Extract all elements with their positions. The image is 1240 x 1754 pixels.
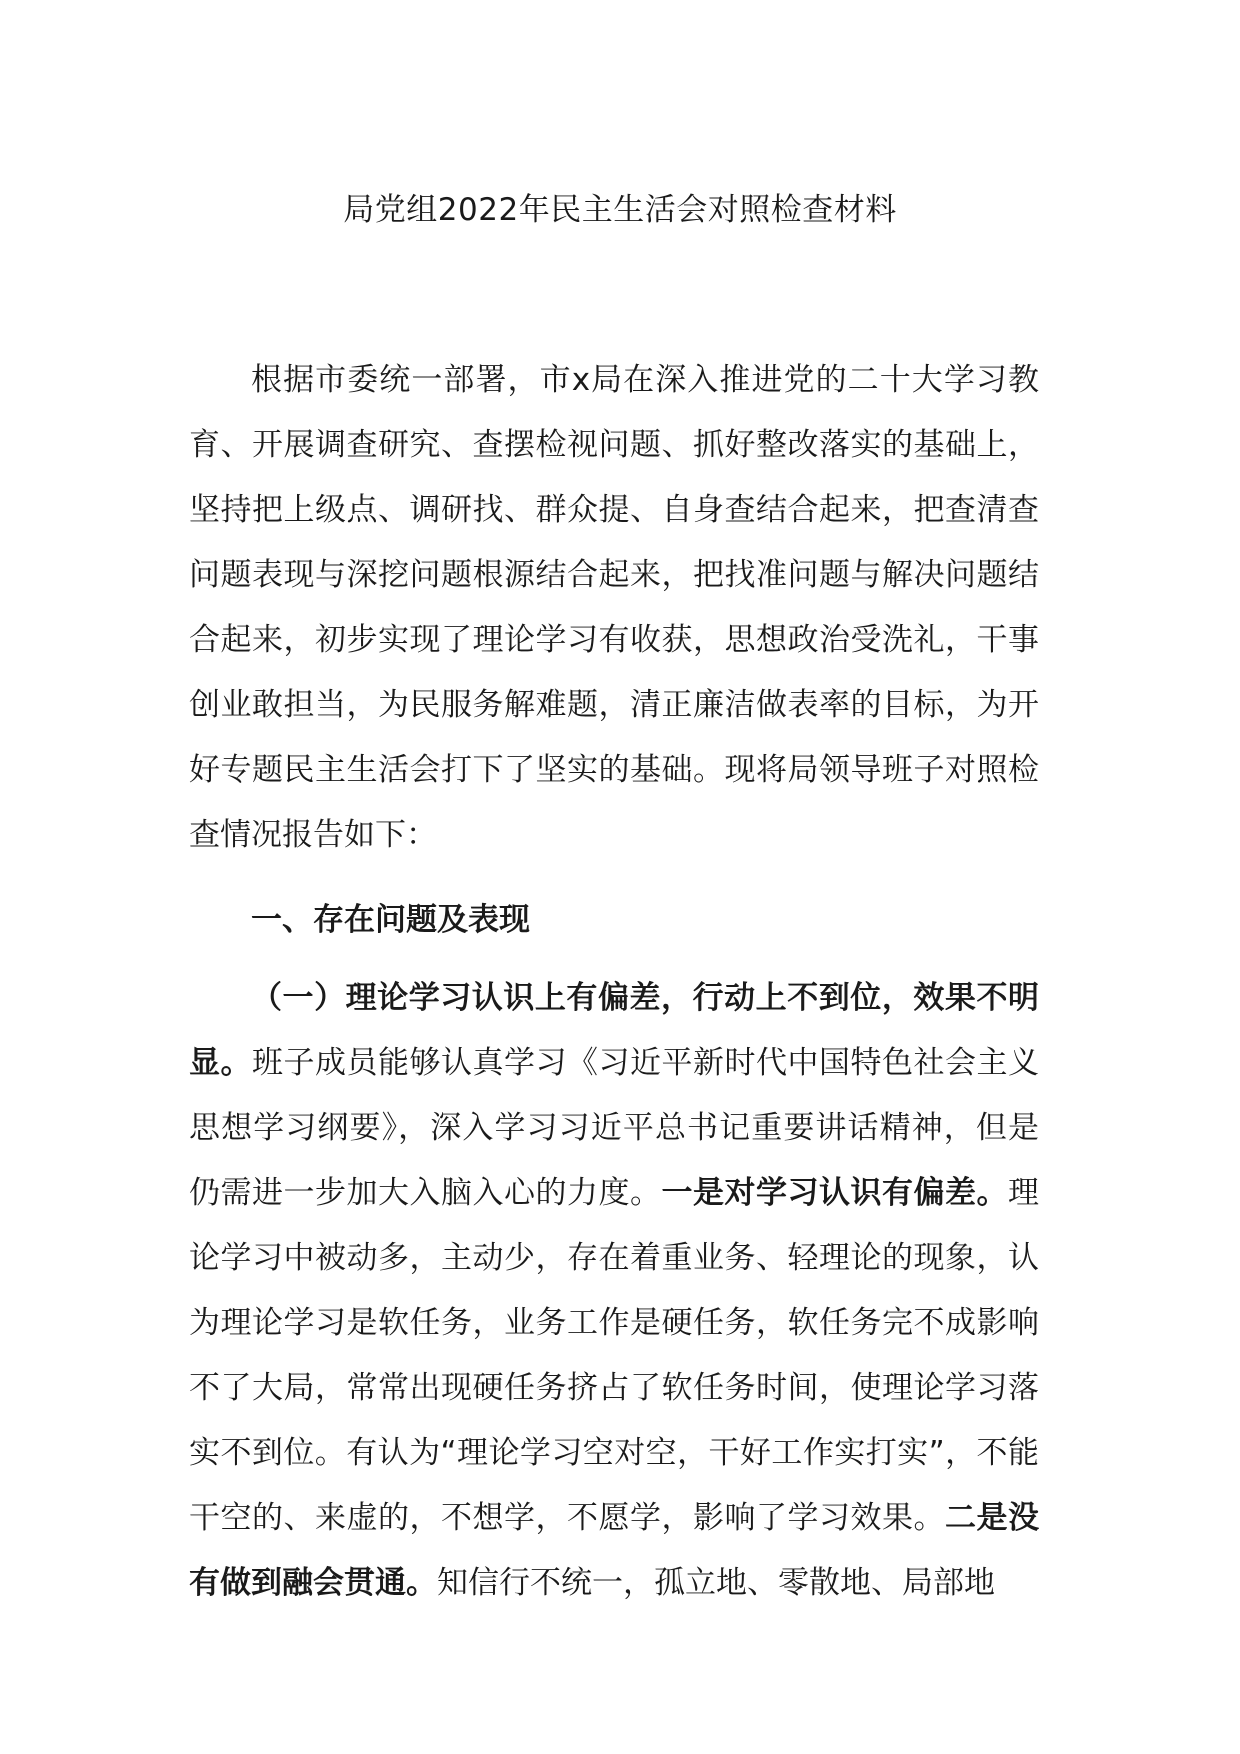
section-1-text: 班子成员能够认真学习《习近平新时代中国特色社会主义思想学习纲要》，深入学习习近平总书记重要讲话精神，但是仍需进一步加大入脑入心的力度。 [189,1045,1039,1211]
point-1-label: 一是对学习认识有偏差。 [661,1175,1008,1211]
document-title: 局党组2022年民主生活会对照检查材料 [343,192,897,228]
section-heading-problems: 一、存在问题及表现 [251,902,530,938]
point-2-label: 二是没有做到融会贯通。 [189,1500,1039,1601]
section-1-heading: （一）理论学习认识上有偏差，行动上不到位，效果不明显。 [189,980,1039,1081]
point-1-text: 理论学习中被动多，主动少，存在着重业务、轻理论的现象，认为理论学习是软任务，业务工作是硬任务，软任务完不成影响不了大局，常常出现硬任务挤占了软任务时间，使理论学习落实不到位。有认为“理论学习空对空，干好工作实打实”，不能干空的、来虚的，不想学，不愿学，影响了学习效果。 [189,1175,1039,1536]
section-1-paragraph [189,966,1039,1616]
point-2-text: 知信行不统一，孤立地、零散地、局部地 [437,1565,995,1601]
intro-paragraph: 根据市委统一部署，市x局在深入推进党的二十大学习教育、开展调查研究、查摆检视问题、抓好整改落实的基础上，坚持把上级点、调研找、群众提、自身查结合起来，把查清查问题表现与深挖问题根源结合起来，把找准问题与解决问题结合起来，初步实现了理论学习有收获，思想政治受洗礼，干事创业敢担当，为民服务解难题，清正廉洁做表率的目标，为开好专题民主生活会打下了坚实的基础。现将局领导班子对照检查情况报告如下： [189,362,1039,853]
